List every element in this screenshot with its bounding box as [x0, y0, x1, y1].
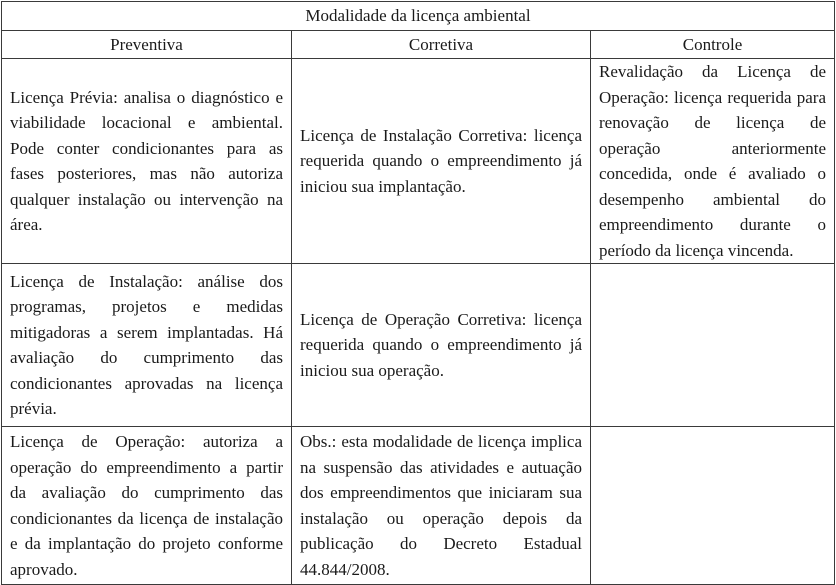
cell-empty-controle-3 — [591, 427, 835, 585]
header-controle: Controle — [591, 31, 835, 59]
cell-licenca-instalacao: Licença de Instalação: análise dos programas, projetos e medidas mitigadoras a serem implantadas. Há avaliação do cumprimento das condicionantes aprovadas na licença prévia. — [2, 264, 292, 427]
cell-licenca-previa: Licença Prévia: analisa o diagnóstico e viabilidade locacional e ambiental. Pode conter condicionantes para as fases posteriores, mas não autoriza qualquer instalação ou intervenção na área. — [2, 59, 292, 264]
table-row — [2, 59, 835, 264]
licence-modality-table — [1, 1, 835, 585]
cell-licenca-operacao: Licença de Operação: autoriza a operação do empreendimento a partir da avaliação do cumprimento das condicionantes da licença de instalação e da implantação do projeto conforme aprovado. — [2, 427, 292, 585]
cell-operacao-corretiva: Licença de Operação Corretiva: licença requerida quando o empreendimento já iniciou sua operação. — [292, 264, 591, 427]
table-row — [2, 427, 835, 585]
header-preventiva: Preventiva — [2, 31, 292, 59]
header-corretiva: Corretiva — [292, 31, 591, 59]
cell-revalidacao: Revalidação da Licença de Operação: licença requerida para renovação de licença de operação anteriormente concedida, onde é avaliado o desempenho ambiental do empreendimento durante o período da licença vincenda. — [591, 59, 835, 264]
cell-empty-controle-2 — [591, 264, 835, 427]
cell-observacao: Obs.: esta modalidade de licença implica na suspensão das atividades e autuação dos empreendimentos que iniciaram sua instalação ou operação depois da publicação do Decreto Estadual 44.844/2008. — [292, 427, 591, 585]
table-title: Modalidade da licença ambiental — [2, 2, 835, 31]
table-title-row — [2, 2, 835, 31]
cell-instalacao-corretiva: Licença de Instalação Corretiva: licença requerida quando o empreendimento já iniciou sua implantação. — [292, 59, 591, 264]
table-row — [2, 264, 835, 427]
table-header-row — [2, 31, 835, 59]
